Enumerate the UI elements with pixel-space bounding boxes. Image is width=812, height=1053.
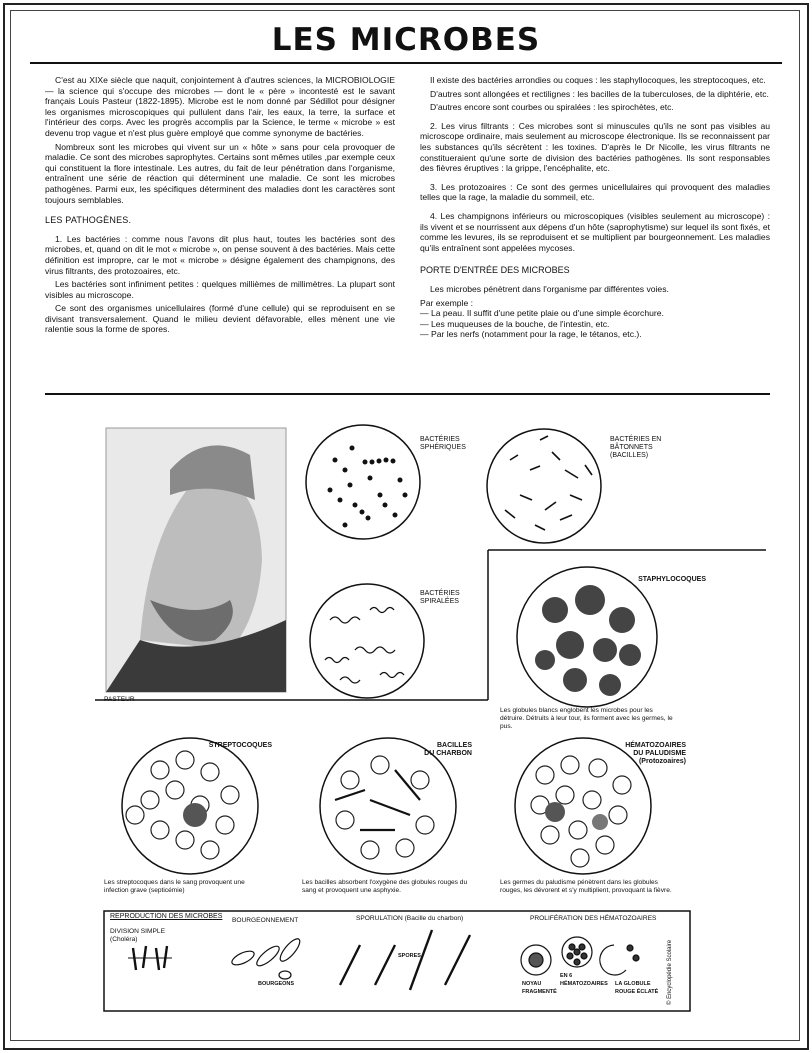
section-pathogenes: LES PATHOGÈNES.: [45, 215, 132, 226]
bacteries-paragraph: 1. Les bactéries : comme nous l'avons dit plus haut, toutes les bactéries sont des microbes, et, quand on dit le mot « microbe », on pense souvent à des bactéries. Mais cette définition est impropre, car le mot « microbe » désigne également des champignons, des virus filtrants, des protozoaires, etc.: [45, 233, 395, 276]
reproduction-title: REPRODUCTION DES MICROBES: [110, 913, 223, 920]
champignons-paragraph: 4. Les champignons inférieurs ou microscopiques (visibles seulement au microscope) : ils vivent et se nourrissent aux dépens d'un hôte (saprophytisme) sur lequel ils sont fixés, et comme les levures, ils se reproduisent et se multiplient par bourgeonnement. Les maladies qu'ils entraînent sont appelées mycoses.: [420, 210, 770, 253]
voie-muqueuses: — Les muqueuses de la bouche, de l'intestin, etc.: [420, 318, 610, 329]
label-proliferation: PROLIFÉRATION DES HÉMATOZOAIRES: [530, 915, 657, 922]
label-bourgeonnement: BOURGEONNEMENT: [232, 917, 299, 924]
virus-paragraph: 2. Les virus filtrants : Ces microbes sont si minuscules qu'ils ne sont pas visibles au microscope ordinaire, mais seulement au microscope électronique. Ils se reconnaissent par les substances qu'ils sécrètent : les toxines. D'après le Dr Nicolle, les virus filtrants ne constitueraient qu'une sorte de division des bactéries pathogènes. Ils sont responsables des fièvres éruptives : la grippe, l'encéphalite, etc.: [420, 120, 770, 174]
bacilles-paragraph: D'autres sont allongées et rectilignes : les bacilles de la tuberculoses, de la diphtérie, etc.: [430, 88, 769, 99]
credit: © Encyclopédie Scolaire: [667, 939, 673, 1005]
circle-bacilles-charbon: [320, 738, 456, 874]
circle-bacteries-batonnets: [487, 429, 601, 543]
saprophytes-paragraph: Nombreux sont les microbes qui vivent sur un « hôte » sans pour cela provoquer de maladie. Ce sont des microbes saprophytes. Certains sont mêmes utiles ,par exemple ceux qui constituent la flore intestinale. Les autres, du fait de leur pénétration dans l'organisme, entraînent une série de réaction qui déterminent une maladie. Ce sont les microbes pathogènes. Parmi eux, les spécifiques déterminent des maladies dont les caractères sont toujours semblables.: [45, 141, 395, 205]
label-noyau-fragmente: NOYAU FRAGMENTÉ: [522, 981, 557, 995]
size-paragraph: Les bactéries sont infiniment petites : quelques millièmes de millimètres. La plupart sont visibles au microscope.: [45, 279, 395, 300]
spirochetes-paragraph: D'autres encore sont courbes ou spiralées : les spirochètes, etc.: [430, 102, 674, 113]
label-sporulation: SPORULATION (Bacille du charbon): [356, 915, 464, 922]
label-bourgeons: BOURGEONS: [258, 981, 295, 987]
voie-nerfs: — Par les nerfs (notamment pour la rage, le tétanos, etc.).: [420, 329, 642, 340]
circle-staphylocoques: [517, 567, 657, 707]
label-spiralees: BACTÉRIES SPIRALÉES: [420, 590, 460, 605]
pasteur-caption: PASTEUR: [104, 696, 135, 703]
reproduction-box: [104, 911, 690, 1011]
unicellular-paragraph: Ce sont des organismes unicellulaires (formé d'une cellule) qui se reproduisent en se divisant transversalement. Quand le milieu devient défavorable, elles mènent une vie ralentie sous la forme de spores.: [45, 303, 395, 335]
label-staphylocoques: STAPHYLOCOQUES: [638, 576, 706, 583]
circle-bacteries-spheriques: [306, 425, 420, 539]
hemato-caption: Les germes du paludisme pénètrent dans les globules rouges, les dévorent et s'y multiplient, provoquant la fièvre.: [500, 879, 672, 894]
label-division-simple: DIVISION SIMPLE (Choléra): [110, 928, 165, 943]
section-porte-entree: PORTE D'ENTRÉE DES MICROBES: [420, 265, 570, 276]
voies-paragraph: Les microbes pénètrent dans l'organisme par différentes voies.: [430, 283, 669, 294]
label-spheriques: BACTÉRIES SPHÉRIQUES: [420, 436, 466, 451]
label-streptocoques: STREPTOCOQUES: [208, 742, 272, 749]
label-en-6-hematozoaires: EN 6 HÉMATOZOAIRES: [560, 973, 608, 987]
label-bacilles-charbon: BACILLES DU CHARBON: [424, 742, 472, 757]
circle-streptocoques: [122, 738, 258, 874]
coques-paragraph: Il existe des bactéries arrondies ou coques : les staphyllocoques, les streptocoques, etc.: [430, 75, 766, 85]
label-hematozoaires: HÉMATOZOAIRES DU PALUDISME (Protozoaires): [625, 742, 686, 765]
pasteur-portrait: [106, 428, 286, 692]
circle-bacteries-spiralees: [310, 584, 424, 698]
staph-caption: Les globules blancs englobent les microbes pour les détruire. Détruits à leur tour, ils forment avec les germes, le pus.: [500, 707, 673, 730]
intro-paragraph: C'est au XIXe siècle que naquit, conjointement à d'autres sciences, la MICROBIOLOGIE — la science qui s'occupe des microbes — dont le « père » incontesté est le savant français Louis Pasteur (1822-1895). Microbe est le nom donné par Sédillot pour désigner les organismes microscopiques qui pullulent dans l'air, les eaux, la terre, la surface et l'intérieur des corps. Avec les progrès accomplis par la Science, le terme « microbe » est devenu trop vague et n'est plus guère employé que comme synonyme de bactéries.: [45, 75, 395, 138]
label-spores: SPORES: [398, 953, 421, 959]
protozoaires-paragraph: 3. Les protozoaires : Ce sont des germes unicellulaires qui provoquent des maladies telles que la rage, la maladie du sommeil, etc.: [420, 181, 770, 203]
page-title: LES MICROBES: [271, 22, 541, 58]
strepto-caption: Les streptocoques dans le sang provoquent une infection grave (septicémie): [104, 879, 245, 894]
label-batonnets: BACTÉRIES EN BÂTONNETS (BACILLES): [610, 436, 662, 459]
exemple-label: Par exemple :: [420, 297, 474, 308]
voie-peau: — La peau. Il suffit d'une petite plaie ou d'une simple écorchure.: [420, 308, 664, 319]
label-globule-eclate: LA GLOBULE ROUGE ÉCLATÉ: [615, 981, 659, 995]
bacilles-caption: Les bacilles absorbent l'oxygène des globules rouges du sang et provoquent une asphyxie.: [302, 879, 468, 894]
